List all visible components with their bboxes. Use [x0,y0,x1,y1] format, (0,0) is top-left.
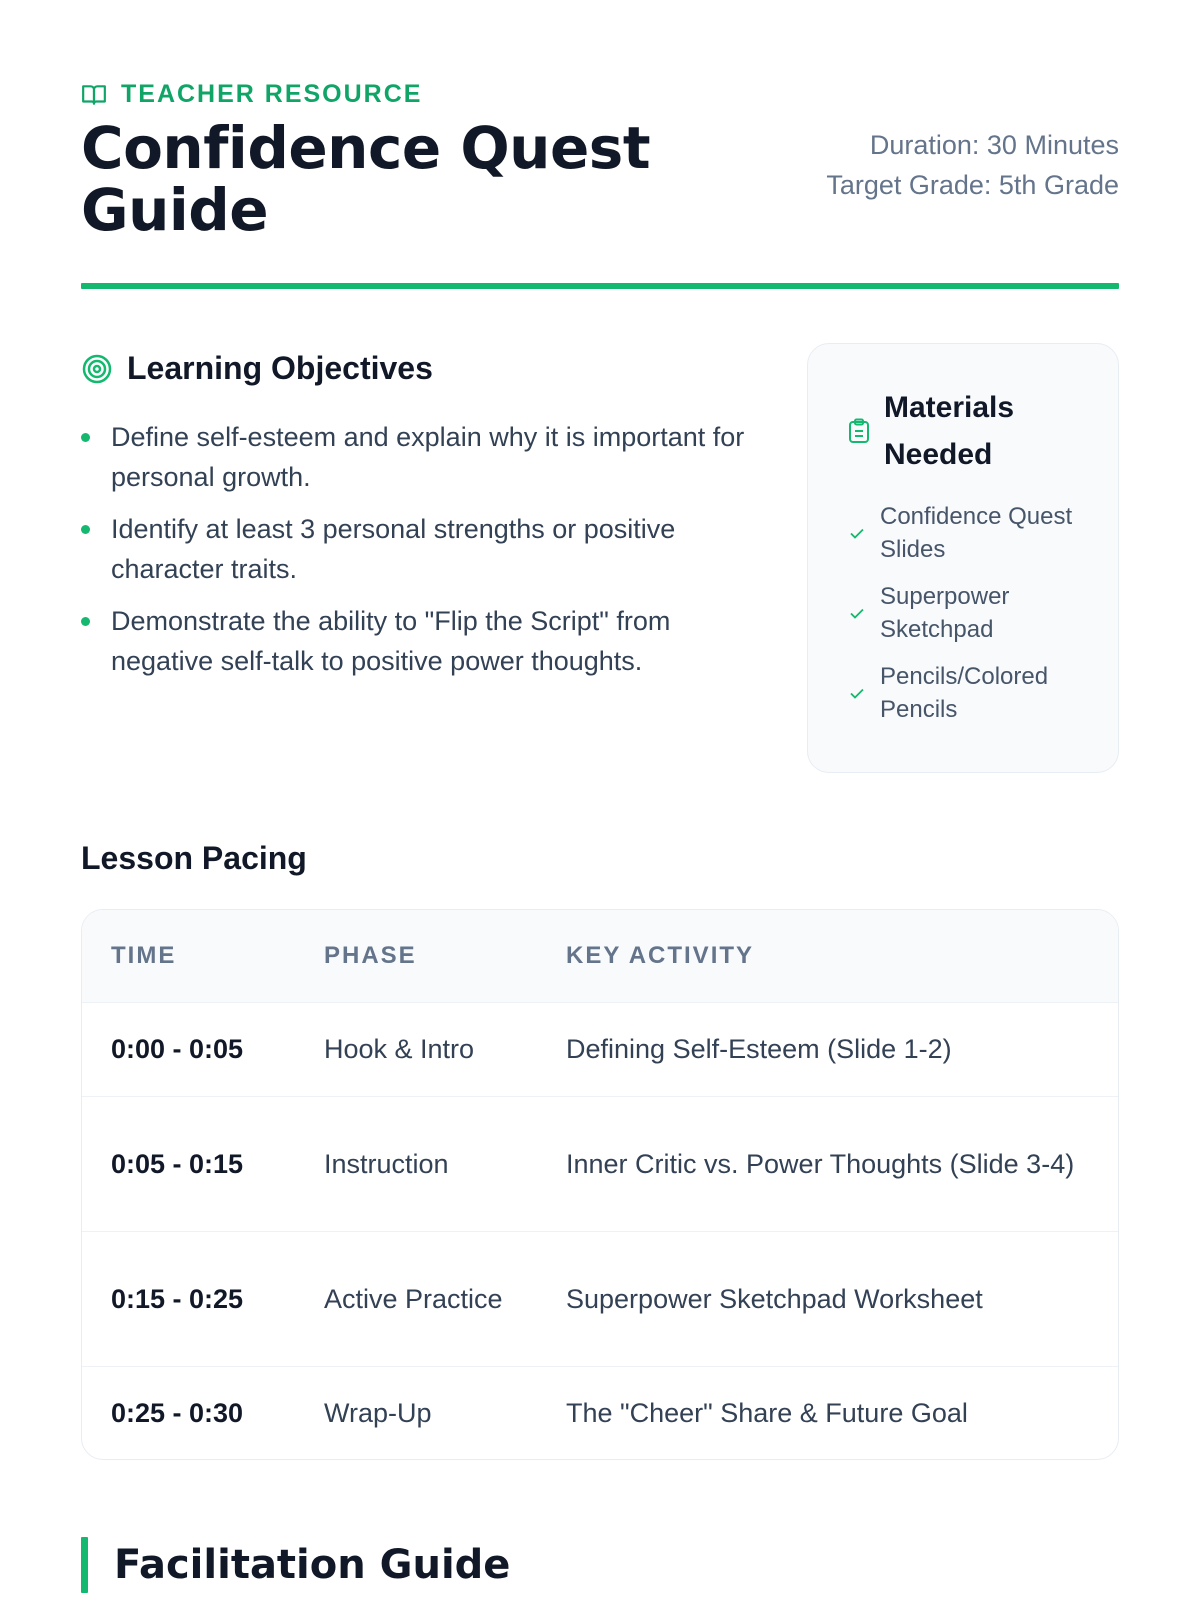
material-text: Superpower Sketchpad [880,583,1010,643]
phase-cell: Active Practice [295,1231,537,1366]
learning-objectives-section [81,350,761,693]
pacing-table-card [81,909,1119,1460]
clipboard-icon [848,418,870,444]
target-grade-text: Target Grade: 5th Grade [826,170,1119,200]
materials-list [848,500,1098,726]
eyebrow-label: TEACHER RESOURCE [121,80,423,108]
objective-text: Demonstrate the ability to "Flip the Script" from negative self-talk to positive power thoughts. [111,606,671,676]
time-cell: 0:25 - 0:30 [82,1366,295,1459]
table-row [82,1366,1118,1459]
duration-text: Duration: 30 Minutes [869,130,1119,160]
resource-eyebrow [81,80,1119,109]
open-book-icon [81,82,107,108]
materials-heading [848,384,1098,478]
activity-cell: The "Cheer" Share & Future Goal [537,1366,1118,1459]
page-title: Confidence Quest Guide [81,114,651,244]
accent-bar [81,1537,88,1593]
column-header-time: TIME [111,941,177,969]
bullet-icon [81,617,90,626]
table-row [82,1231,1118,1366]
activity-cell: Defining Self-Esteem (Slide 1-2) [537,1002,1118,1096]
material-text: Pencils/Colored Pencils [880,663,1049,723]
header-divider [81,283,1119,289]
table-header-row [82,910,1118,1002]
bullet-icon [81,433,90,442]
check-icon [848,604,866,622]
phase-cell: Hook & Intro [295,1002,537,1096]
table-row [82,1096,1118,1231]
objectives-heading [81,350,761,387]
objective-item [81,509,761,589]
material-item [848,660,1098,726]
materials-card [807,343,1119,773]
objective-text: Define self-esteem and explain why it is important for personal growth. [111,422,745,492]
page-header [81,0,1119,290]
pacing-table [82,910,1118,1459]
objective-item [81,417,761,497]
bullet-icon [81,525,90,534]
check-icon [848,684,866,702]
time-cell: 0:05 - 0:15 [82,1096,295,1231]
material-text: Confidence Quest Slides [880,503,1073,563]
objective-text: Identify at least 3 personal strengths or positive character traits. [111,514,676,584]
materials-title: Materials Needed [884,391,1015,471]
objective-item [81,601,761,681]
time-cell: 0:00 - 0:05 [82,1002,295,1096]
phase-cell: Instruction [295,1096,537,1231]
objectives-list [81,417,761,681]
column-header-phase: PHASE [324,941,417,969]
lesson-meta [789,125,1119,205]
phase-cell: Wrap-Up [295,1366,537,1459]
facilitation-title: Facilitation Guide [114,1542,511,1588]
target-icon [81,353,113,385]
time-cell: 0:15 - 0:25 [82,1231,295,1366]
activity-cell: Superpower Sketchpad Worksheet [537,1231,1118,1366]
facilitation-guide-heading [81,1537,510,1593]
check-icon [848,524,866,542]
objectives-title: Learning Objectives [127,350,433,386]
objectives-materials-row [81,290,1119,780]
material-item [848,500,1098,566]
column-header-activity: KEY ACTIVITY [566,941,755,969]
activity-cell: Inner Critic vs. Power Thoughts (Slide 3-4) [537,1096,1118,1231]
lesson-pacing-title: Lesson Pacing [81,840,307,876]
material-item [848,580,1098,646]
table-row [82,1002,1118,1096]
